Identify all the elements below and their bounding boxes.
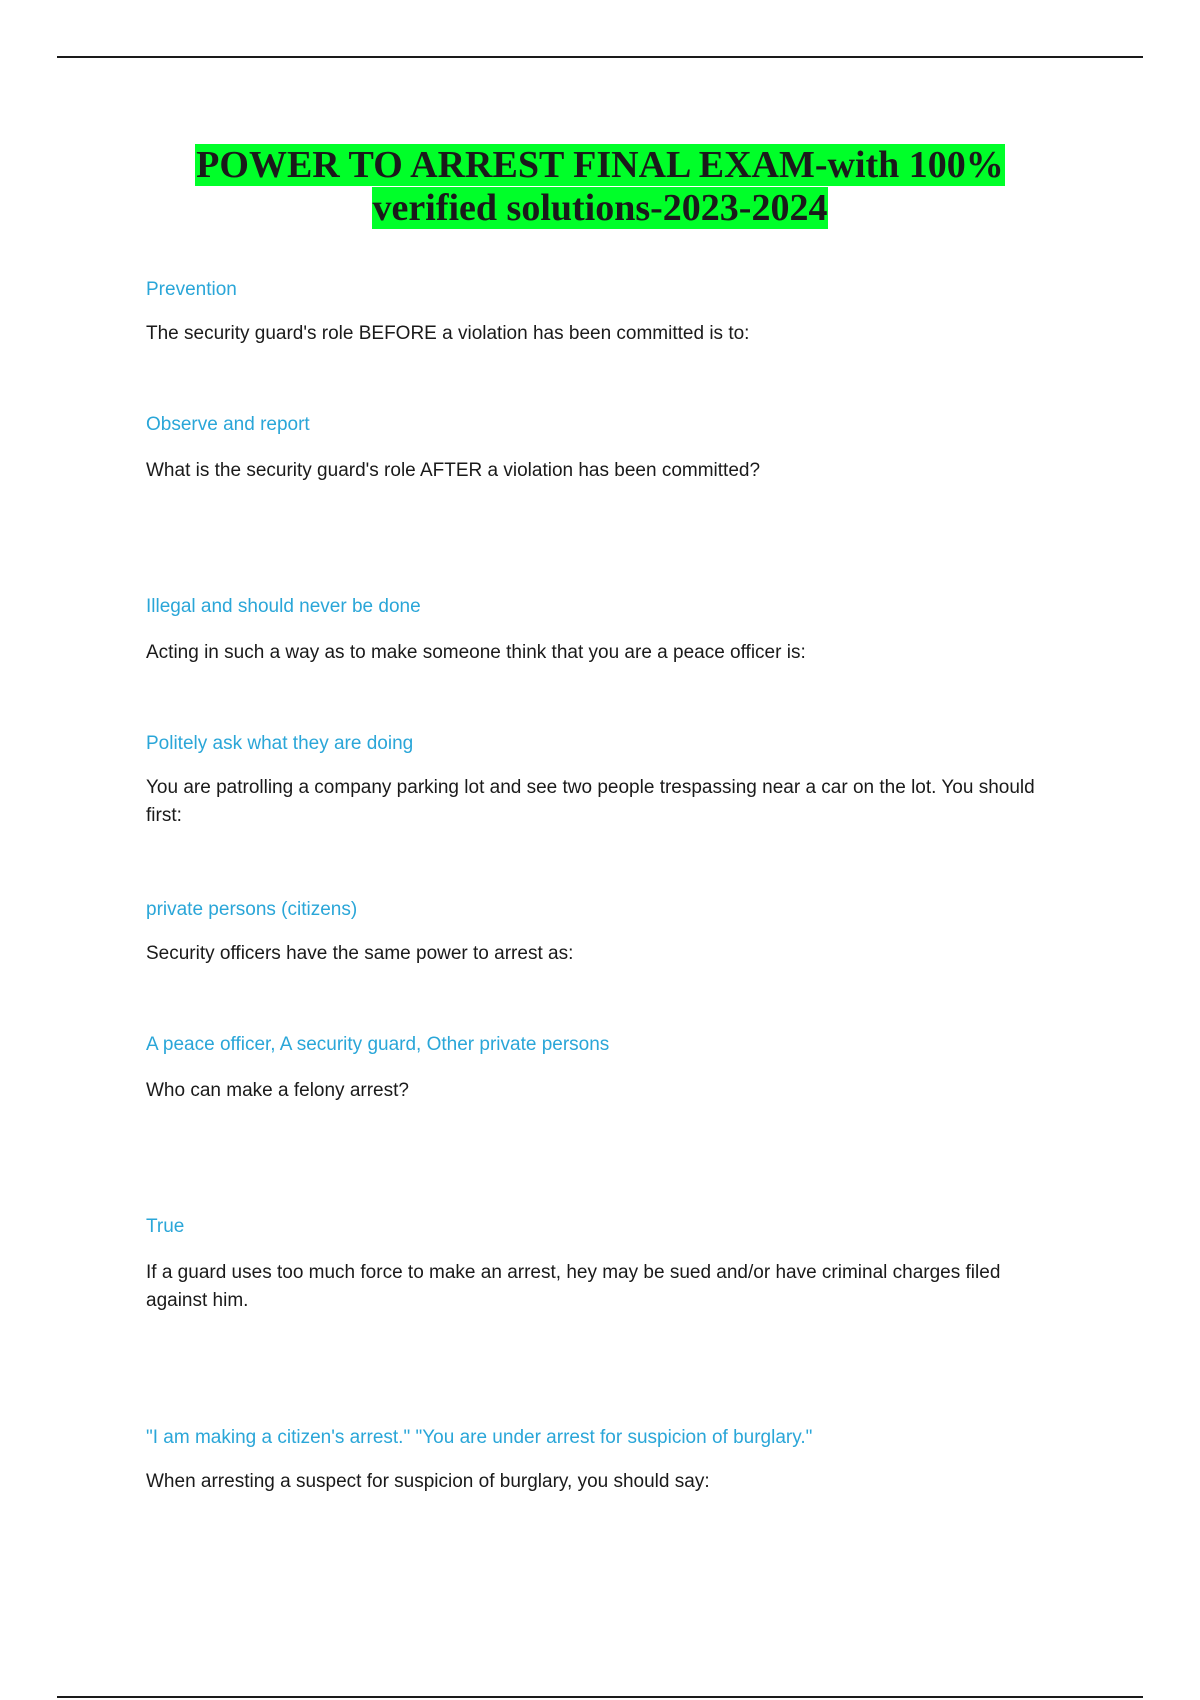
question-2: What is the security guard's role AFTER a violation has been committed?: [146, 460, 761, 481]
title-line-2: verified solutions-2023-2024: [372, 187, 828, 229]
question-5: Security officers have the same power to arrest as:: [146, 943, 574, 964]
answer-8: "I am making a citizen's arrest." "You are under arrest for suspicion of burglary.": [146, 1427, 813, 1448]
question-8: When arresting a suspect for suspicion of burglary, you should say:: [146, 1471, 710, 1492]
answer-6: A peace officer, A security guard, Other private persons: [146, 1034, 610, 1055]
document-title: [0, 144, 1200, 230]
question-4: You are patrolling a company parking lot and see two people trespassing near a car on the lot. You should first:: [146, 777, 1035, 826]
top-rule: [57, 56, 1143, 58]
answer-2: Observe and report: [146, 414, 310, 435]
answer-5: private persons (citizens): [146, 899, 358, 920]
question-6: Who can make a felony arrest?: [146, 1080, 409, 1101]
answer-7: True: [146, 1216, 185, 1237]
answer-4: Politely ask what they are doing: [146, 733, 414, 754]
bottom-rule: [57, 1696, 1143, 1698]
question-3: Acting in such a way as to make someone think that you are a peace officer is:: [146, 642, 806, 663]
title-line-1: POWER TO ARREST FINAL EXAM-with 100%: [196, 144, 1004, 186]
answer-3: Illegal and should never be done: [146, 596, 421, 617]
question-7: If a guard uses too much force to make an arrest, hey may be sued and/or have criminal charges filed against him.: [146, 1262, 1001, 1311]
question-1: The security guard's role BEFORE a violation has been committed is to:: [146, 323, 750, 344]
answer-1: Prevention: [146, 279, 237, 300]
